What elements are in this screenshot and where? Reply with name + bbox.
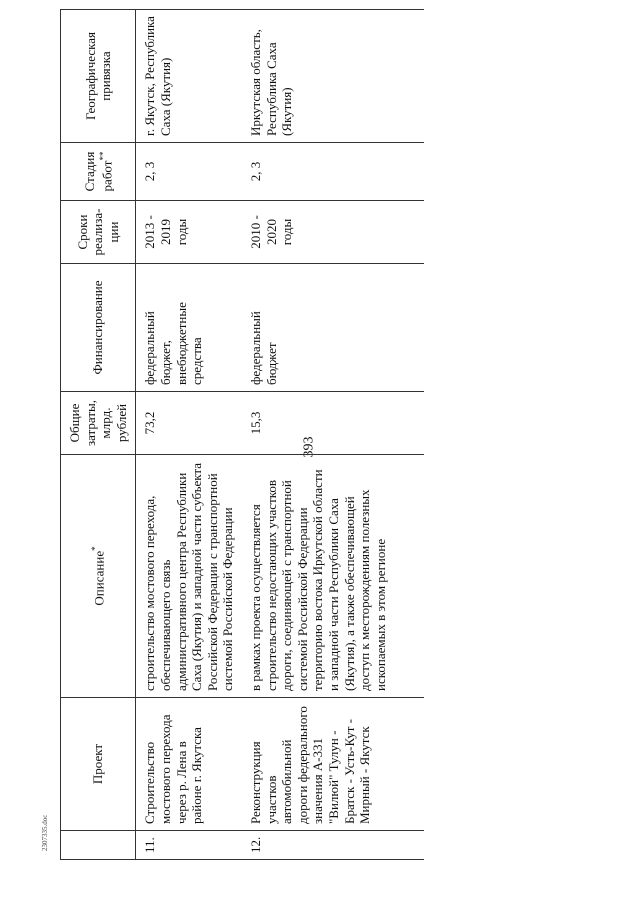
header-financing: Финансирование bbox=[61, 264, 136, 392]
row-number: 11. bbox=[136, 831, 242, 860]
header-stage bbox=[61, 143, 136, 201]
page-number: 393 bbox=[301, 436, 317, 458]
header-geo: Географическая привязка bbox=[61, 10, 136, 143]
table-row bbox=[242, 10, 424, 860]
header-description bbox=[61, 455, 136, 698]
row-number: 12. bbox=[242, 831, 424, 860]
header-stage-footnote-mark: ** bbox=[97, 151, 108, 161]
header-stage-label: Стадия работ bbox=[81, 151, 114, 192]
table-row bbox=[136, 10, 242, 860]
row-description: в рамках проекта осуществляется строительство недостающих участков дороги, соединяющей с транспортной системой Российской Федерации территорию востока Иркутской области и западной части Республики Саха (Якутия), а также обеспечивающей доступ к месторождениям полезных ископаемых в этом регионе bbox=[242, 455, 424, 698]
header-term: Сроки реализа-ции bbox=[61, 201, 136, 264]
projects-table-rotated bbox=[60, 16, 590, 860]
footer-document-code: 2307335.doc bbox=[41, 814, 49, 851]
projects-table bbox=[60, 9, 424, 860]
row-financing: федеральный бюджет, внебюджетные средства bbox=[136, 264, 242, 392]
row-term: 2013 - 2019 годы bbox=[136, 201, 242, 264]
row-stage: 2, 3 bbox=[242, 143, 424, 201]
table-header-row bbox=[61, 10, 136, 860]
header-project: Проект bbox=[61, 698, 136, 831]
row-financing: федеральный бюджет bbox=[242, 264, 424, 392]
header-cost: Общие затраты, млрд. рублей bbox=[61, 392, 136, 455]
row-geo: Иркутская область, Республика Саха (Якутия) bbox=[242, 10, 424, 143]
row-project: Реконструкция участков автомобильной дороги федерального значения А-331 "Вилюй" Тулун - Братск - Усть-Кут - Мирный - Якутск bbox=[242, 698, 424, 831]
header-description-footnote-mark: * bbox=[89, 546, 100, 551]
header-number bbox=[61, 831, 136, 860]
header-description-label: Описание bbox=[91, 550, 107, 606]
row-stage: 2, 3 bbox=[136, 143, 242, 201]
row-cost: 73,2 bbox=[136, 392, 242, 455]
row-term: 2010 - 2020 годы bbox=[242, 201, 424, 264]
row-project: Строительство мостового перехода через р. Лена в районе г. Якутска bbox=[136, 698, 242, 831]
row-description: строительство мостового перехода, обеспечивающего связь административного центра Республики Саха (Якутия) и западной части субъекта Российской Федерации с транспортной системой Российской Федерации bbox=[136, 455, 242, 698]
row-geo: г. Якутск, Республика Саха (Якутия) bbox=[136, 10, 242, 143]
row-cost: 15,3 bbox=[242, 392, 424, 455]
